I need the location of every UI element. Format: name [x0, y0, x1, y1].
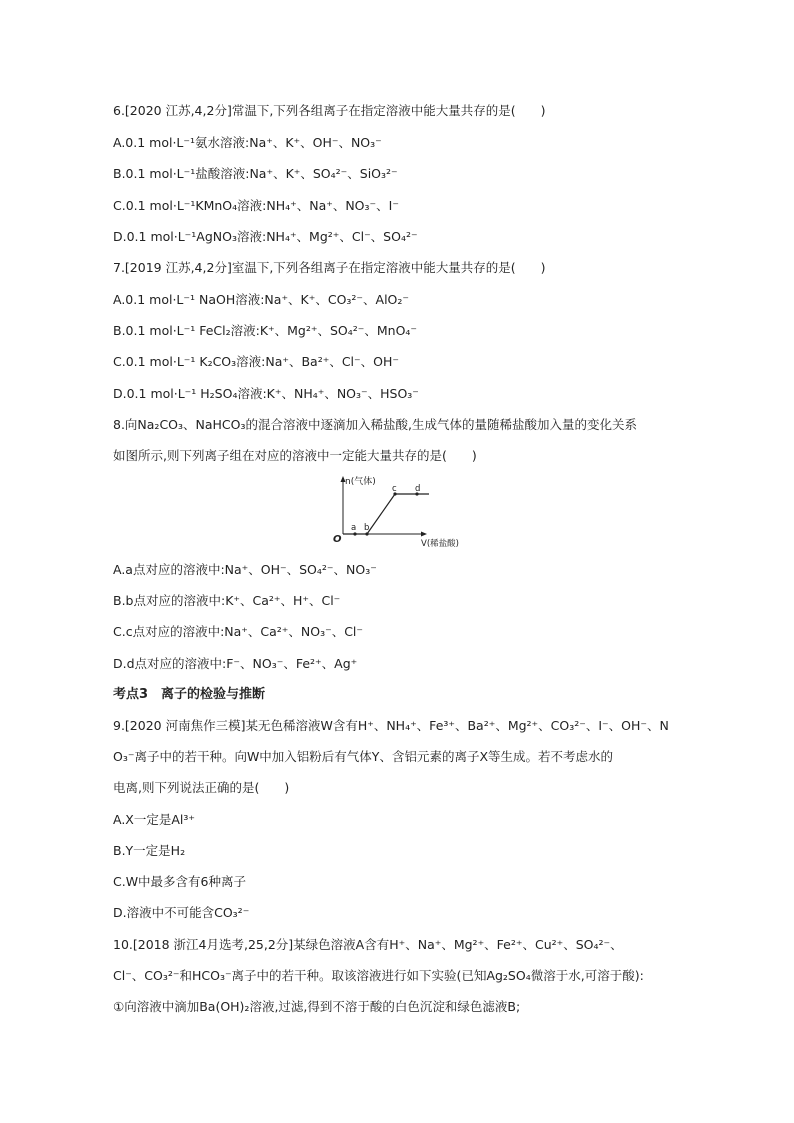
- question-9-option-a: A.X一定是Al³⁺: [113, 812, 196, 827]
- question-7-stem: 7.[2019 江苏,4,2分]室温下,下列各组离子在指定溶液中能大量共存的是( ): [113, 260, 546, 275]
- figure-label-c: c: [392, 484, 397, 494]
- question-8-stem-line-2: 如图所示,则下列离子组在对应的溶液中一定能大量共存的是( ): [113, 448, 477, 463]
- question-7-option-c: C.0.1 mol·L⁻¹ K₂CO₃溶液:Na⁺、Ba²⁺、Cl⁻、OH⁻: [113, 354, 399, 369]
- question-9-stem-line-3: 电离,则下列说法正确的是( ): [113, 780, 290, 795]
- question-9-option-d: D.溶液中不可能含CO₃²⁻: [113, 905, 250, 920]
- figure-label-b: b: [364, 523, 370, 533]
- question-7-option-a: A.0.1 mol·L⁻¹ NaOH溶液:Na⁺、K⁺、CO₃²⁻、AlO₂⁻: [113, 292, 409, 307]
- question-10-stem-line-1: 10.[2018 浙江4月选考,25,2分]某绿色溶液A含有H⁺、Na⁺、Mg²⁺、Fe²⁺、Cu²⁺、SO₄²⁻、: [113, 937, 623, 952]
- figure-y-label: n(气体): [345, 477, 376, 487]
- figure-label-a: a: [351, 523, 357, 533]
- figure-x-axis-arrow: [421, 532, 427, 537]
- figure-x-label: V(稀盐酸): [421, 539, 459, 549]
- section-heading: 考点3 离子的检验与推断: [113, 687, 266, 702]
- question-9-stem-line-2: O₃⁻离子中的若干种。向W中加入铝粉后有气体Y、含铝元素的离子X等生成。若不考虑水的: [113, 749, 614, 764]
- question-8-option-c: C.c点对应的溶液中:Na⁺、Ca²⁺、NO₃⁻、Cl⁻: [113, 624, 363, 639]
- question-7-option-b: B.0.1 mol·L⁻¹ FeCl₂溶液:K⁺、Mg²⁺、SO₄²⁻、MnO₄⁻: [113, 323, 418, 338]
- question-7-option-d: D.0.1 mol·L⁻¹ H₂SO₄溶液:K⁺、NH₄⁺、NO₃⁻、HSO₃⁻: [113, 386, 419, 401]
- question-9-stem-line-1: 9.[2020 河南焦作三模]某无色稀溶液W含有H⁺、NH₄⁺、Fe³⁺、Ba²⁺、Mg²⁺、CO₃²⁻、I⁻、OH⁻、N: [113, 718, 669, 733]
- question-6-option-a: A.0.1 mol·L⁻¹氨水溶液:Na⁺、K⁺、OH⁻、NO₃⁻: [113, 135, 382, 150]
- question-9-option-c: C.W中最多含有6种离子: [113, 874, 247, 889]
- question-6-stem: 6.[2020 江苏,4,2分]常温下,下列各组离子在指定溶液中能大量共存的是( ): [113, 103, 546, 118]
- question-8-stem-line-1: 8.向Na₂CO₃、NaHCO₃的混合溶液中逐滴加入稀盐酸,生成气体的量随稀盐酸加入量的变化关系: [113, 417, 637, 432]
- question-10-step-1: ①向溶液中滴加Ba(OH)₂溶液,过滤,得到不溶于酸的白色沉淀和绿色滤液B;: [113, 999, 521, 1014]
- question-9-option-b: B.Y一定是H₂: [113, 843, 186, 858]
- figure-origin-label: O: [333, 534, 342, 545]
- question-8-option-a: A.a点对应的溶液中:Na⁺、OH⁻、SO₄²⁻、NO₃⁻: [113, 562, 377, 577]
- question-10-stem-line-2: Cl⁻、CO₃²⁻和HCO₃⁻离子中的若干种。取该溶液进行如下实验(已知Ag₂SO₄微溶于水,可溶于酸):: [113, 968, 644, 983]
- question-8-option-b: B.b点对应的溶液中:K⁺、Ca²⁺、H⁺、Cl⁻: [113, 593, 341, 608]
- question-6-option-c: C.0.1 mol·L⁻¹KMnO₄溶液:NH₄⁺、Na⁺、NO₃⁻、I⁻: [113, 198, 399, 213]
- question-6-option-b: B.0.1 mol·L⁻¹盐酸溶液:Na⁺、K⁺、SO₄²⁻、SiO₃²⁻: [113, 166, 398, 181]
- question-6-option-d: D.0.1 mol·L⁻¹AgNO₃溶液:NH₄⁺、Mg²⁺、Cl⁻、SO₄²⁻: [113, 229, 418, 244]
- question-8-option-d: D.d点对应的溶液中:F⁻、NO₃⁻、Fe²⁺、Ag⁺: [113, 656, 358, 671]
- figure-label-d: d: [415, 484, 421, 494]
- gas-volume-figure: [325, 472, 475, 552]
